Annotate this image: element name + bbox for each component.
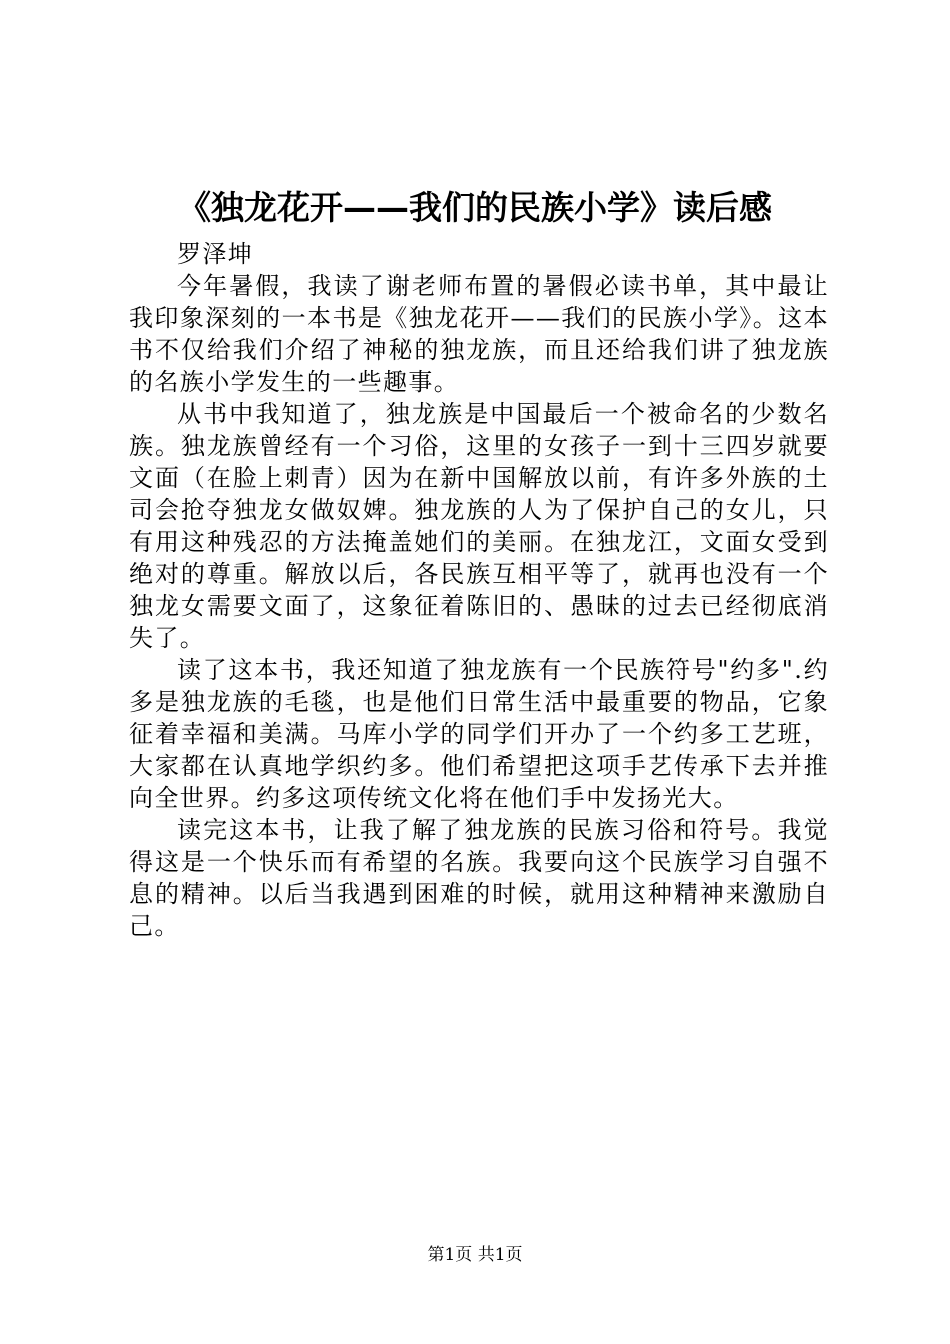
paragraph-1: 今年暑假，我读了谢老师布置的暑假必读书单，其中最让我印象深刻的一本书是《独龙花开——我们的民族小学》。这本书不仅给我们介绍了神秘的独龙族，而且还给我们讲了独龙族的名族小学发生的一些趣事。 — [129, 272, 829, 396]
paragraph-4: 读完这本书，让我了解了独龙族的民族习俗和符号。我觉得这是一个快乐而有希望的名族。我要向这个民族学习自强不息的精神。以后当我遇到困难的时候，就用这种精神来激励自己。 — [129, 816, 829, 940]
document-body — [129, 238, 829, 942]
document-title: 《独龙花开——我们的民族小学》读后感 — [178, 188, 772, 227]
author-name: 罗泽坤 — [177, 240, 254, 268]
paragraph-2: 从书中我知道了，独龙族是中国最后一个被命名的少数名族。独龙族曾经有一个习俗，这里的女孩子一到十三四岁就要文面（在脸上刺青）因为在新中国解放以前，有许多外族的土司会抢夺独龙女做奴婢。独龙族的人为了保护自己的女儿，只有用这种残忍的方法掩盖她们的美丽。在独龙江，文面女受到绝对的尊重。解放以后，各民族互相平等了，就再也没有一个独龙女需要文面了，这象征着陈旧的、愚昧的过去已经彻底消失了。 — [129, 400, 829, 652]
page-footer: 第1页 共1页 — [427, 1245, 523, 1265]
paragraph-3: 读了这本书，我还知道了独龙族有一个民族符号"约多".约多是独龙族的毛毯，也是他们日常生活中最重要的物品，它象征着幸福和美满。马库小学的同学们开办了一个约多工艺班，大家都在认真地学织约多。他们希望把这项手艺传承下去并推向全世界。约多这项传统文化将在他们手中发扬光大。 — [129, 656, 829, 812]
